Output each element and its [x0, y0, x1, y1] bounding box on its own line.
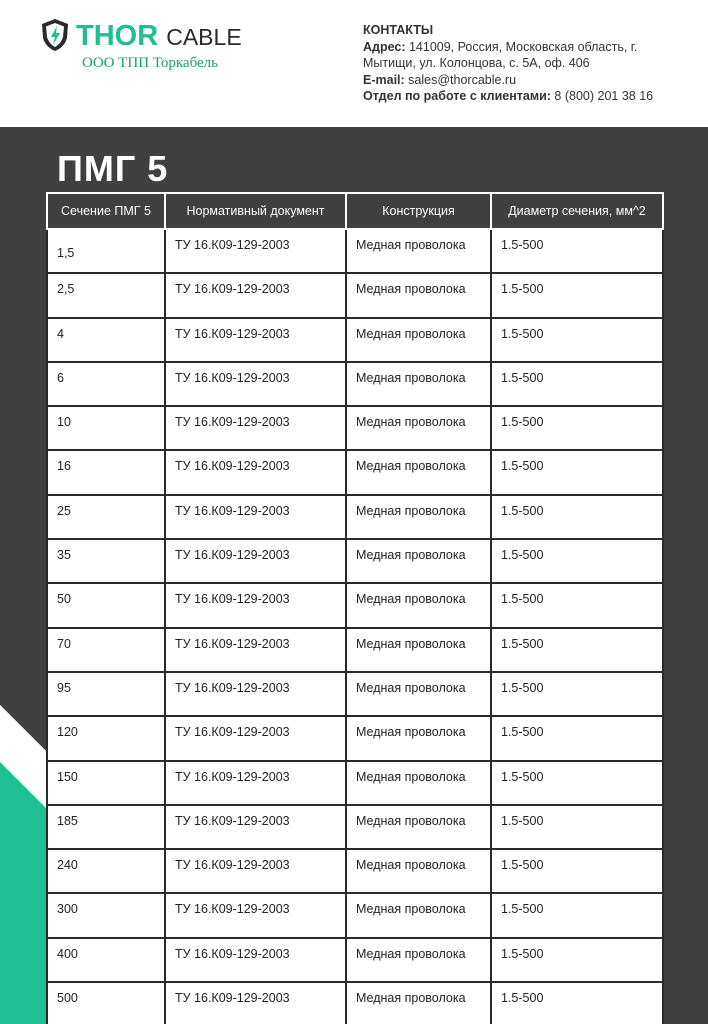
table-body — [47, 229, 663, 1024]
clients-label: Отдел по работе с клиентами: — [363, 89, 551, 104]
logo-brand-light: CABLE — [166, 24, 242, 50]
contacts-block — [363, 22, 703, 105]
cell-document: ТУ 16.К09-129-2003 — [165, 628, 346, 672]
cell-construction: Медная проволока — [346, 716, 491, 760]
table-row — [47, 805, 663, 849]
cell-document: ТУ 16.К09-129-2003 — [165, 938, 346, 982]
table-row — [47, 539, 663, 583]
table-row — [47, 229, 663, 273]
cell-construction: Медная проволока — [346, 495, 491, 539]
table-row — [47, 362, 663, 406]
cell-document: ТУ 16.К09-129-2003 — [165, 716, 346, 760]
cell-document: ТУ 16.К09-129-2003 — [165, 805, 346, 849]
cell-document: ТУ 16.К09-129-2003 — [165, 583, 346, 627]
cell-document: ТУ 16.К09-129-2003 — [165, 450, 346, 494]
cell-construction: Медная проволока — [346, 805, 491, 849]
shield-icon — [40, 18, 70, 52]
cell-diameter: 1.5-500 — [491, 893, 663, 937]
phone-link[interactable]: 8 (800) 201 38 16 — [550, 89, 654, 104]
cell-section: 400 — [47, 938, 165, 982]
column-header-section: Сечение ПМГ 5 — [47, 193, 165, 229]
table-header-row — [47, 193, 663, 229]
cell-diameter: 1.5-500 — [491, 318, 663, 362]
cell-construction: Медная проволока — [346, 229, 491, 273]
table-row — [47, 938, 663, 982]
cell-construction: Медная проволока — [346, 672, 491, 716]
cell-diameter: 1.5-500 — [491, 672, 663, 716]
cell-diameter: 1.5-500 — [491, 849, 663, 893]
cell-document: ТУ 16.К09-129-2003 — [165, 982, 346, 1024]
spec-table — [46, 192, 664, 1024]
address-line — [363, 39, 703, 56]
cell-construction: Медная проволока — [346, 539, 491, 583]
cell-construction: Медная проволока — [346, 938, 491, 982]
cell-diameter: 1.5-500 — [491, 982, 663, 1024]
cell-document: ТУ 16.К09-129-2003 — [165, 539, 346, 583]
cell-document: ТУ 16.К09-129-2003 — [165, 893, 346, 937]
cell-diameter: 1.5-500 — [491, 938, 663, 982]
cell-construction: Медная проволока — [346, 450, 491, 494]
cell-section: 95 — [47, 672, 165, 716]
logo-subtitle: ООО ТПП Торкабель — [82, 55, 218, 71]
cell-section: 185 — [47, 805, 165, 849]
table-row — [47, 982, 663, 1024]
cell-section: 150 — [47, 761, 165, 805]
cell-construction: Медная проволока — [346, 583, 491, 627]
cell-section: 25 — [47, 495, 165, 539]
cell-document: ТУ 16.К09-129-2003 — [165, 362, 346, 406]
cell-section: 35 — [47, 539, 165, 583]
cell-document: ТУ 16.К09-129-2003 — [165, 672, 346, 716]
cell-construction: Медная проволока — [346, 273, 491, 317]
cell-document: ТУ 16.К09-129-2003 — [165, 273, 346, 317]
cell-document: ТУ 16.К09-129-2003 — [165, 318, 346, 362]
page-title: ПМГ 5 — [57, 148, 169, 189]
phone-line — [363, 88, 703, 105]
column-header-document: Нормативный документ — [165, 193, 346, 229]
cell-section: 4 — [47, 318, 165, 362]
table-row — [47, 495, 663, 539]
cell-document: ТУ 16.К09-129-2003 — [165, 229, 346, 273]
cell-section: 2,5 — [47, 273, 165, 317]
email-label: E-mail: — [363, 72, 405, 87]
cell-construction: Медная проволока — [346, 406, 491, 450]
table-row — [47, 273, 663, 317]
email-line — [363, 72, 703, 89]
cell-diameter: 1.5-500 — [491, 495, 663, 539]
table-row — [47, 672, 663, 716]
cell-diameter: 1.5-500 — [491, 229, 663, 273]
cell-section: 1,5 — [47, 229, 165, 273]
cell-construction: Медная проволока — [346, 318, 491, 362]
cell-diameter: 1.5-500 — [491, 450, 663, 494]
cell-diameter: 1.5-500 — [491, 406, 663, 450]
cell-document: ТУ 16.К09-129-2003 — [165, 495, 346, 539]
content-panel — [0, 127, 708, 1024]
column-header-diameter: Диаметр сечения, мм^2 — [491, 193, 663, 229]
logo-brand-bold: THOR — [76, 20, 159, 52]
table-row — [47, 628, 663, 672]
cell-section: 16 — [47, 450, 165, 494]
table-row — [47, 893, 663, 937]
contacts-heading: КОНТАКТЫ — [363, 23, 434, 37]
cell-construction: Медная проволока — [346, 761, 491, 805]
email-link[interactable]: sales@thorcable.ru — [404, 72, 517, 87]
cell-diameter: 1.5-500 — [491, 716, 663, 760]
cell-construction: Медная проволока — [346, 849, 491, 893]
table-row — [47, 318, 663, 362]
cell-construction: Медная проволока — [346, 893, 491, 937]
cell-diameter: 1.5-500 — [491, 273, 663, 317]
column-header-construction: Конструкция — [346, 193, 491, 229]
cell-diameter: 1.5-500 — [491, 761, 663, 805]
cell-section: 6 — [47, 362, 165, 406]
table-row — [47, 406, 663, 450]
cell-diameter: 1.5-500 — [491, 362, 663, 406]
cell-construction: Медная проволока — [346, 982, 491, 1024]
cell-construction: Медная проволока — [346, 362, 491, 406]
table-row — [47, 761, 663, 805]
table-row — [47, 450, 663, 494]
logo-brand — [76, 20, 242, 53]
address-label: Адрес: — [363, 39, 406, 54]
cell-section: 70 — [47, 628, 165, 672]
cell-section: 50 — [47, 583, 165, 627]
cell-document: ТУ 16.К09-129-2003 — [165, 406, 346, 450]
cell-section: 10 — [47, 406, 165, 450]
cell-diameter: 1.5-500 — [491, 583, 663, 627]
cell-document: ТУ 16.К09-129-2003 — [165, 849, 346, 893]
cell-diameter: 1.5-500 — [491, 805, 663, 849]
page-header — [0, 0, 708, 127]
cell-section: 120 — [47, 716, 165, 760]
cell-section: 240 — [47, 849, 165, 893]
cell-diameter: 1.5-500 — [491, 628, 663, 672]
table-row — [47, 716, 663, 760]
cell-section: 300 — [47, 893, 165, 937]
address-value: 141009, Россия, Московская область, г. — [405, 39, 638, 54]
table-row — [47, 583, 663, 627]
cell-document: ТУ 16.К09-129-2003 — [165, 761, 346, 805]
address-line-2: Мытищи, ул. Колонцова, с. 5А, оф. 406 — [363, 56, 590, 71]
cell-section: 500 — [47, 982, 165, 1024]
cell-diameter: 1.5-500 — [491, 539, 663, 583]
table-row — [47, 849, 663, 893]
company-logo[interactable] — [40, 18, 270, 78]
cell-construction: Медная проволока — [346, 628, 491, 672]
